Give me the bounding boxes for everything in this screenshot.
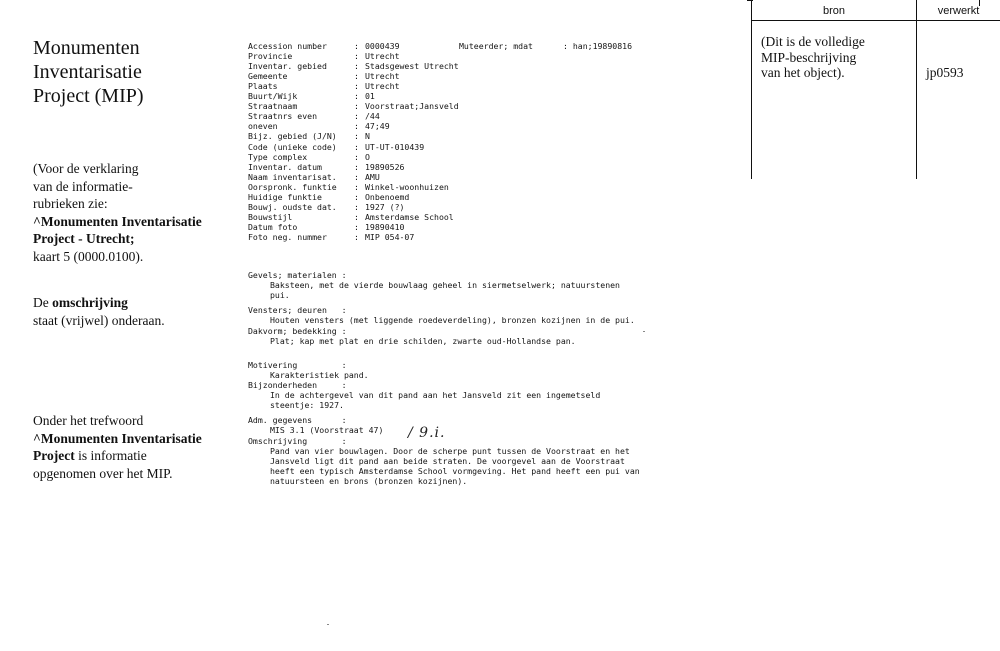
field-label: Bijz. gebied (J/N) — [248, 131, 337, 141]
field-separator: : — [354, 142, 359, 152]
processed-code: jp0593 — [926, 65, 964, 80]
header-bron: bron — [822, 5, 846, 17]
block-text-line: steentje: 1927. — [270, 400, 344, 410]
field-value: 47;49 — [365, 121, 390, 131]
panel-border — [916, 0, 917, 179]
note-text: De — [33, 295, 53, 310]
source-description-line: MIP-beschrijving — [761, 49, 857, 65]
field-label: Straatnrs even — [248, 111, 318, 121]
field-value: 01 — [365, 91, 375, 101]
field-label: Provincie — [248, 51, 293, 61]
field-label: Type complex — [248, 152, 308, 162]
field-value: MIP 054-07 — [365, 232, 415, 242]
field-value: O — [365, 152, 370, 162]
note-line: staat (vrijwel) onderaan. — [33, 312, 165, 328]
block-label: Dakvorm; bedekking : — [248, 326, 347, 336]
block-text-line: Houten vensters (met liggende roedeverdeling), bronzen kozijnen in de pui. — [270, 315, 635, 325]
field-label: Gemeente — [248, 71, 288, 81]
field-separator: : — [354, 232, 359, 242]
scan-speck — [327, 624, 329, 625]
field-separator: : — [354, 91, 359, 101]
block-label: Gevels; materialen : — [248, 270, 347, 280]
block-text-line: pui. — [270, 290, 290, 300]
muteerder-value: : han;19890816 — [563, 41, 633, 51]
field-separator: : — [354, 222, 359, 232]
block-label: Motivering : — [248, 360, 347, 370]
field-value: Voorstraat;Jansveld — [365, 101, 459, 111]
field-value: Utrecht — [365, 51, 400, 61]
field-label: Inventar. datum — [248, 162, 322, 172]
field-value: 19890410 — [365, 222, 405, 232]
field-value: /44 — [365, 111, 380, 121]
handwritten-annotation: / 9.i. — [408, 425, 446, 441]
block-text-line: Plat; kap met plat en drie schilden, zwarte oud-Hollandse pan. — [270, 336, 576, 346]
source-description-line: van het object). — [761, 65, 845, 80]
field-label: oneven — [248, 121, 278, 131]
field-label: Foto neg. nummer — [248, 232, 327, 242]
field-label: Code (unieke code) — [248, 142, 337, 152]
note-line: van de informatie- — [33, 178, 133, 194]
field-value: Utrecht — [365, 81, 400, 91]
field-value: UT-UT-010439 — [365, 142, 425, 152]
block-label: Bijzonderheden : — [248, 380, 347, 390]
field-label: Straatnaam — [248, 101, 298, 111]
field-value: AMU — [365, 172, 380, 182]
field-value: Amsterdamse School — [365, 212, 454, 222]
field-label: Oorspronk. funktie — [248, 182, 337, 192]
mip-title-line: Monumenten — [33, 37, 140, 59]
block-label: Vensters; deuren : — [248, 305, 347, 315]
note-text: is informatie — [74, 448, 147, 463]
field-separator: : — [354, 101, 359, 111]
source-description — [761, 34, 911, 81]
note-keyword: Project — [33, 448, 75, 463]
field-label: Bouwj. oudste dat. — [248, 202, 337, 212]
field-value: 1927 (?) — [365, 202, 405, 212]
mip-title-line: Project (MIP) — [33, 85, 144, 107]
block-text-line: MIS 3.1 (Voorstraat 47) — [270, 425, 384, 435]
field-separator: : — [354, 131, 359, 141]
field-separator: : — [354, 111, 359, 121]
note-line: kaart 5 (0000.0100). — [33, 248, 144, 264]
block-text-line: Baksteen, met de vierde bouwlaag geheel in siermetselwerk; natuurstenen — [270, 280, 620, 290]
field-value: Onbenoemd — [365, 192, 410, 202]
field-value: 19890526 — [365, 162, 405, 172]
field-label: Huidige funktie — [248, 192, 322, 202]
field-separator: : — [354, 71, 359, 81]
block-text-line: natuursteen en brons (bronzen kozijnen). — [270, 476, 468, 486]
field-separator: : — [354, 192, 359, 202]
field-separator: : — [354, 41, 359, 51]
field-value: N — [365, 131, 370, 141]
field-label: Datum foto — [248, 222, 298, 232]
field-separator: : — [354, 51, 359, 61]
field-value: Stadsgewest Utrecht — [365, 61, 459, 71]
field-separator: : — [354, 81, 359, 91]
field-value: Winkel-woonhuizen — [365, 182, 449, 192]
note-keyword: omschrijving — [52, 295, 128, 310]
block-label: Omschrijving : — [248, 436, 347, 446]
note-line: (Voor de verklaring — [33, 161, 139, 176]
field-separator: : — [354, 212, 359, 222]
note-line: opgenomen over het MIP. — [33, 465, 173, 481]
note-line: Onder het trefwoord — [33, 413, 144, 428]
field-separator: : — [354, 202, 359, 212]
field-separator: : — [354, 162, 359, 172]
field-separator: : — [354, 61, 359, 71]
note-reference: ^Monumenten Inventarisatie — [33, 213, 202, 229]
block-label: Adm. gegevens : — [248, 415, 347, 425]
field-label: Accession number — [248, 41, 327, 51]
mip-title-line: Inventarisatie — [33, 61, 142, 83]
field-label: Inventar. gebied — [248, 61, 327, 71]
field-label: Bouwstijl — [248, 212, 293, 222]
field-separator: : — [354, 121, 359, 131]
scan-speck — [643, 331, 645, 332]
muteerder-label: Muteerder; mdat — [459, 41, 533, 51]
field-separator: : — [354, 182, 359, 192]
source-description-line: (Dit is de volledige — [761, 34, 865, 49]
field-label: Plaats — [248, 81, 278, 91]
note-line: rubrieken zie: — [33, 196, 108, 211]
block-text-line: Jansveld ligt dit pand aan beide straten. De voorgevel aan de Voorstraat — [270, 456, 625, 466]
field-value: Utrecht — [365, 71, 400, 81]
field-label: Naam inventarisat. — [248, 172, 337, 182]
field-separator: : — [354, 152, 359, 162]
header-verwerkt: verwerkt — [937, 5, 980, 17]
field-value: 0000439 — [365, 41, 400, 51]
block-text-line: Karakteristiek pand. — [270, 370, 369, 380]
panel-border — [751, 20, 1000, 21]
field-label: Buurt/Wijk — [248, 91, 298, 101]
block-text-line: In de achtergevel van dit pand aan het Jansveld zit een ingemetseld — [270, 390, 601, 400]
note-reference: ^Monumenten Inventarisatie — [33, 430, 202, 446]
field-separator: : — [354, 172, 359, 182]
block-text-line: heeft een typisch Amsterdamse School vormgeving. Het pand heeft een pui van — [270, 466, 640, 476]
note-reference: Project - Utrecht; — [33, 231, 135, 246]
block-text-line: Pand van vier bouwlagen. Door de scherpe punt tussen de Voorstraat en het — [270, 446, 630, 456]
